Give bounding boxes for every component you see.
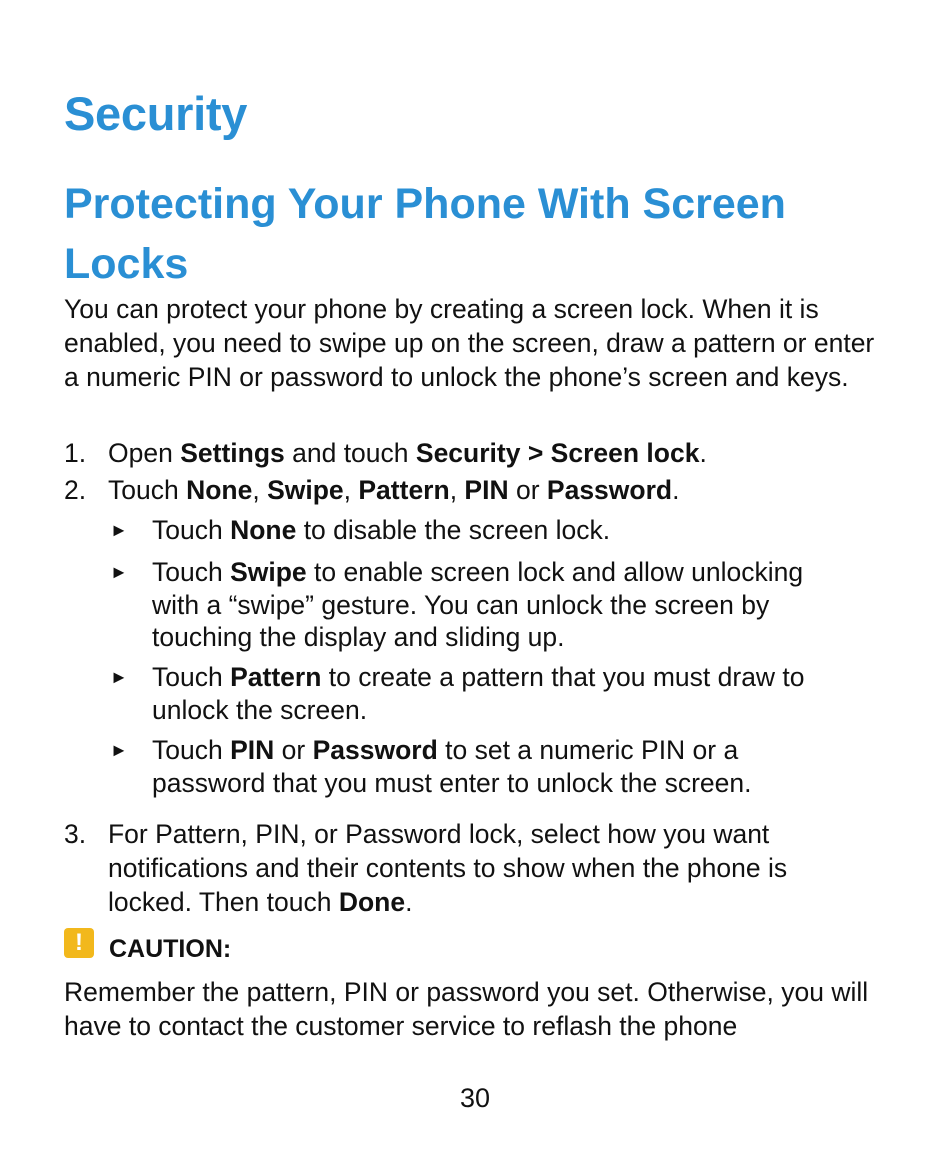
step-text: Touch None, Swipe, Pattern, PIN or Password. [108,475,680,505]
bullet-item-pin-password [110,734,850,802]
step-number: 3. [64,819,87,849]
bullet-text: Touch PIN or Password to set a numeric PIN or a password that you must enter to unlock the screen. [152,735,752,798]
step-item-2 [64,473,864,507]
step-text: For Pattern, PIN, or Password lock, select how you want notifications and their contents to show when the phone is locked. Then touch Done. [108,819,788,917]
bullet-arrow-icon: ► [110,667,128,687]
bullet-arrow-icon: ► [110,740,128,760]
bullet-item-pattern [110,661,850,729]
step-text: Open Settings and touch Security > Screen lock. [108,438,707,468]
caution-label: CAUTION: [109,935,232,963]
bullet-item-swipe [110,556,850,656]
bullet-arrow-icon: ► [110,562,128,582]
page-title: Security [64,87,248,140]
caution-header [64,928,464,968]
step-number: 2. [64,475,87,505]
bullet-arrow-icon: ► [110,520,128,540]
caution-text: Remember the pattern, PIN or password you set. Otherwise, you will have to contact the customer service to reflash the phone [64,977,869,1041]
bullet-text: Touch Swipe to enable screen lock and allow unlocking with a “swipe” gesture. You can unlock the screen by touching the display and sliding up. [152,557,804,652]
bullet-text: Touch Pattern to create a pattern that you must draw to unlock the screen. [152,662,805,725]
bullet-item-none [110,514,850,548]
step-number: 1. [64,438,87,468]
intro-paragraph: You can protect your phone by creating a screen lock. When it is enabled, you need to swipe up on the screen, draw a pattern or enter a numeric PIN or password to unlock the phone’s screen and keys. [64,294,875,392]
step-item-1 [64,436,864,470]
bullet-text: Touch None to disable the screen lock. [152,515,611,545]
step-item-3 [64,817,864,919]
section-heading: Protecting Your Phone With Screen Locks [64,180,786,288]
exclamation-icon: ! [64,928,94,958]
page-number: 30 [459,1083,491,1113]
